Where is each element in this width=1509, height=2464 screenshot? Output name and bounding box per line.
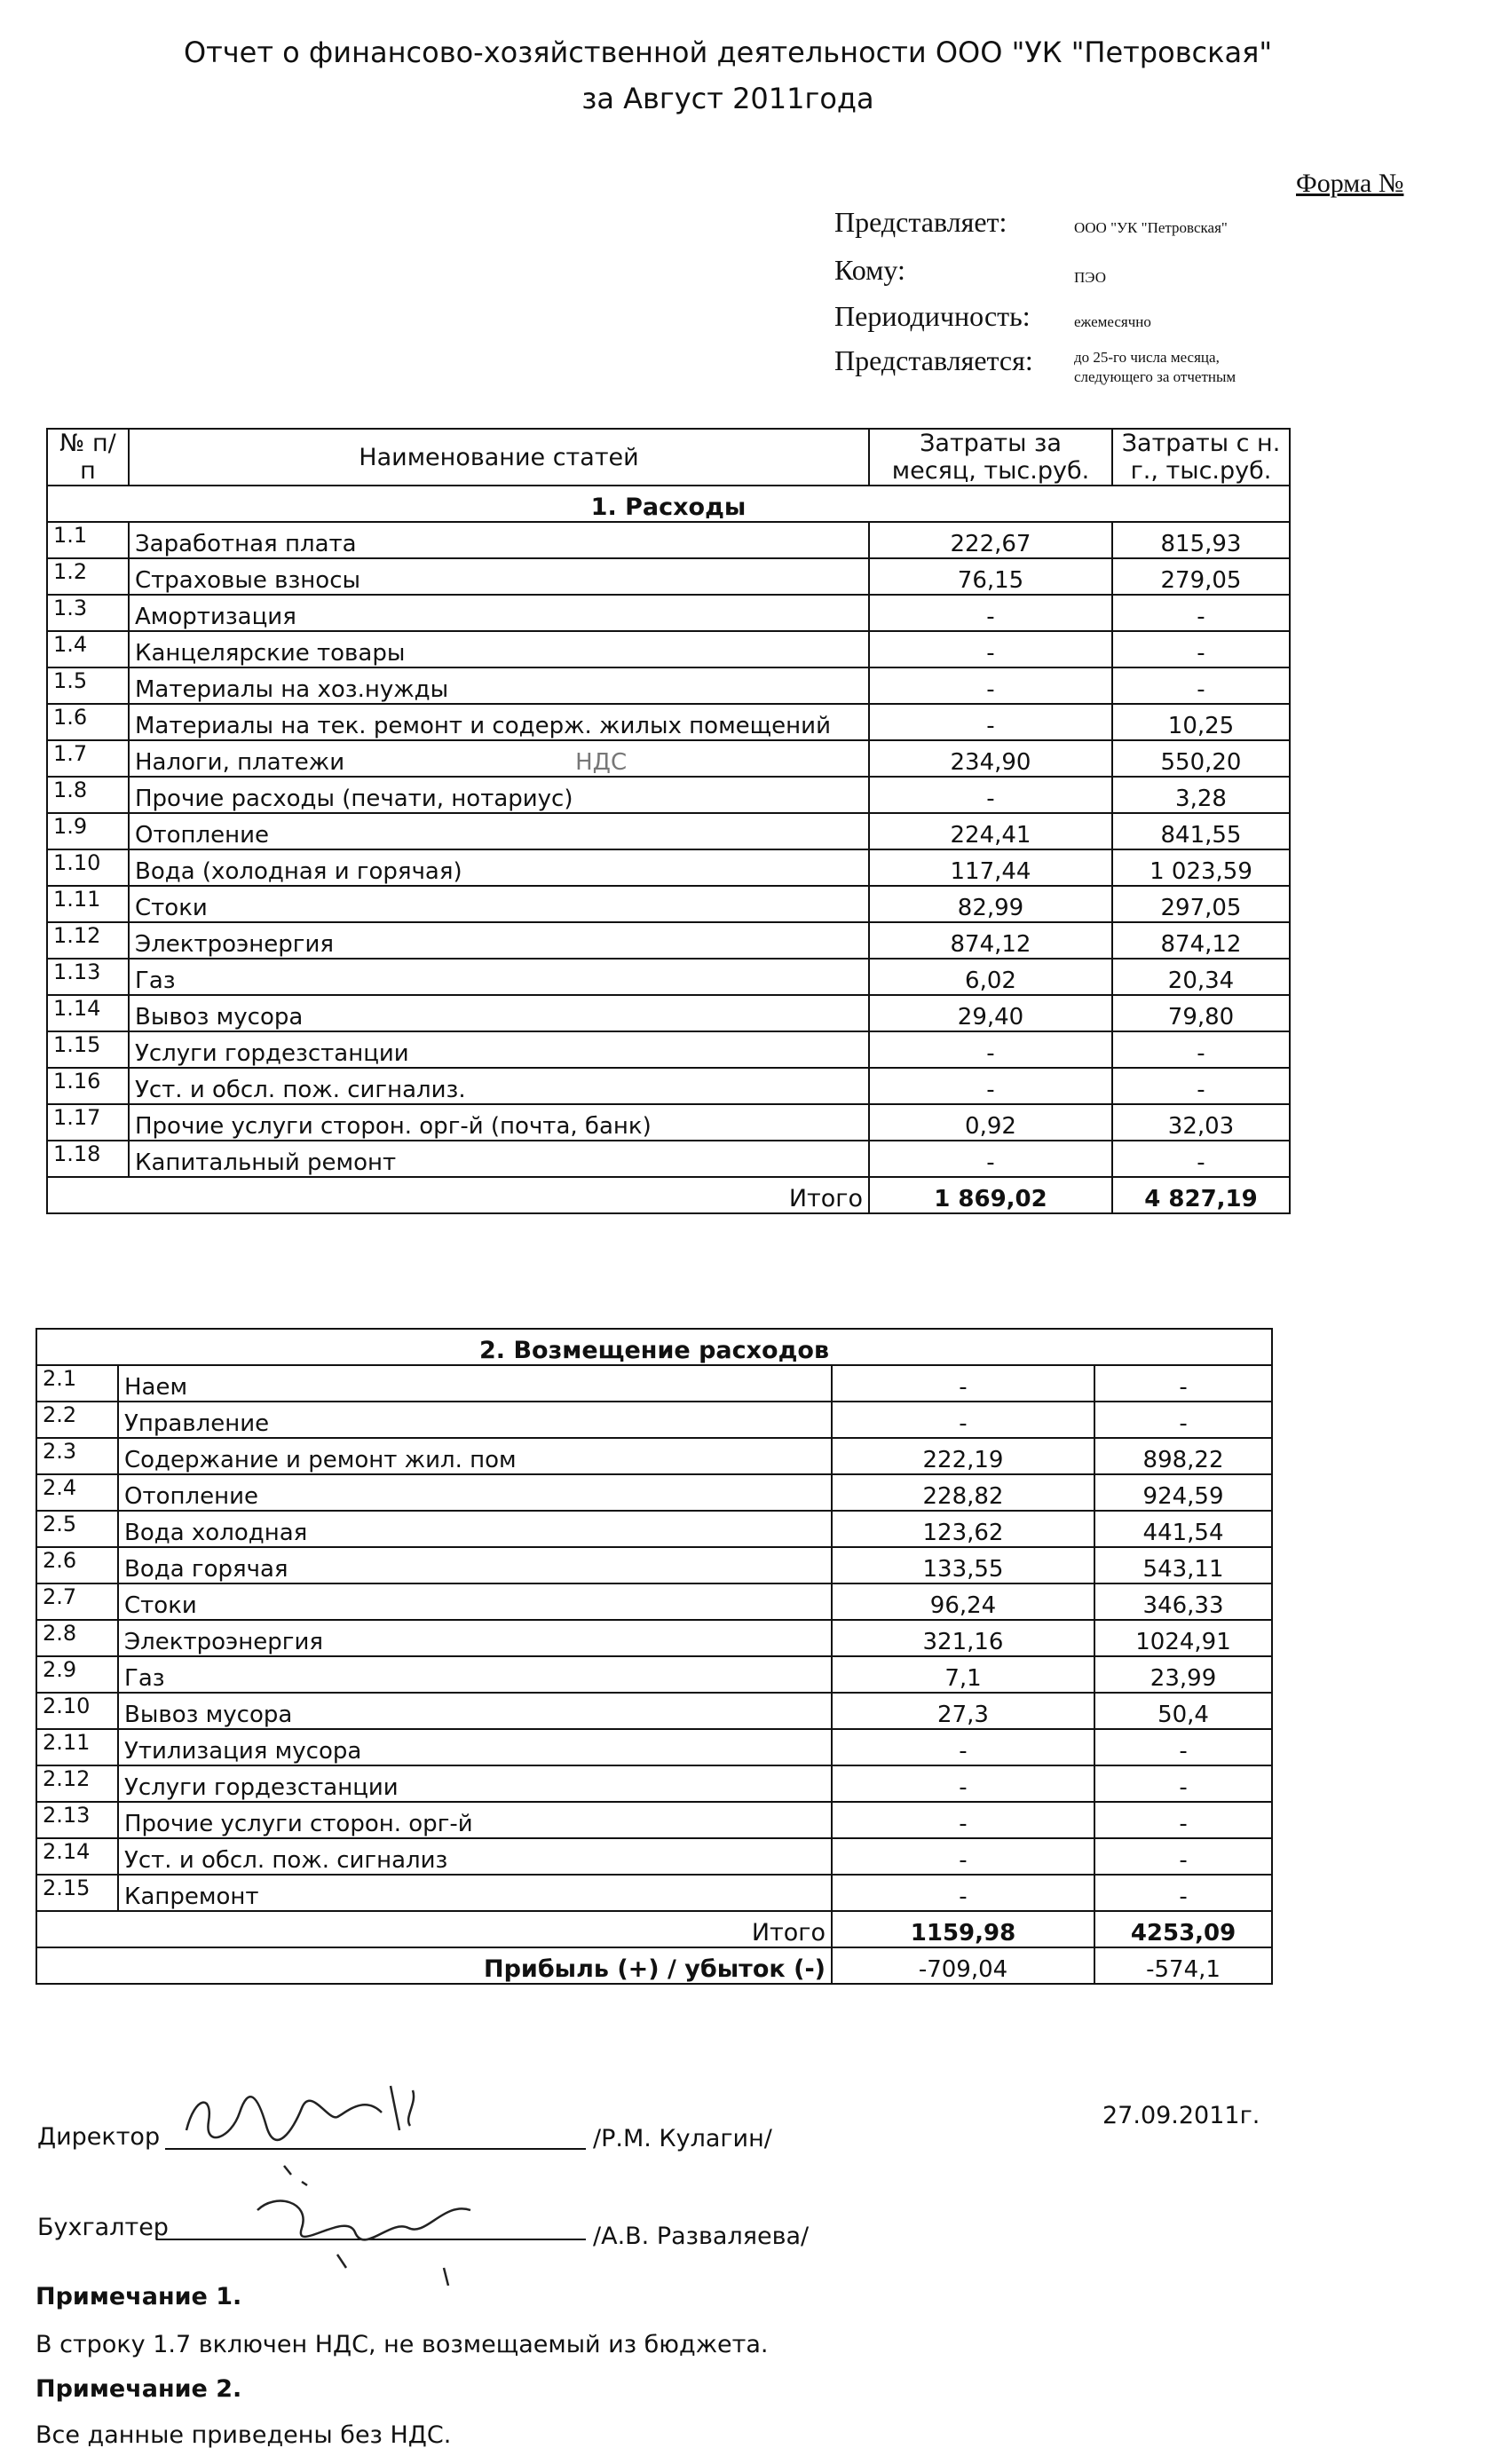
- table-row: [47, 740, 1290, 777]
- row-ytd-value: -: [1094, 1765, 1272, 1802]
- profit-label: Прибыль (+) / убыток (-): [36, 1947, 832, 1984]
- row-name: [129, 1031, 869, 1068]
- row-name-text: Канцелярские товары: [135, 640, 406, 667]
- row-ytd-value: 79,80: [1112, 995, 1290, 1031]
- total-ytd-value: 4253,09: [1094, 1911, 1272, 1947]
- meta-label-frequency: Периодичность:: [834, 300, 1031, 332]
- total-label: Итого: [36, 1911, 832, 1947]
- table-row: [47, 595, 1290, 631]
- section2-title-row: [36, 1329, 1272, 1365]
- table-row: [36, 1402, 1272, 1438]
- note2-text: Все данные приведены без НДС.: [36, 2421, 452, 2449]
- total-ytd-value: 4 827,19: [1112, 1177, 1290, 1213]
- row-name-text: Материалы на тек. ремонт и содерж. жилых помещений: [135, 713, 831, 739]
- table-row: [47, 631, 1290, 667]
- row-ytd-value: -: [1112, 595, 1290, 631]
- meta-value-recipient: ПЭО: [1074, 269, 1106, 286]
- row-number: 2.8: [36, 1620, 118, 1656]
- row-month-value: 76,15: [869, 558, 1112, 595]
- row-number: 2.5: [36, 1511, 118, 1547]
- row-number: 2.3: [36, 1438, 118, 1474]
- table-row: [47, 667, 1290, 704]
- row-number: 2.2: [36, 1402, 118, 1438]
- row-name-text: Управление: [124, 1410, 270, 1437]
- row-month-value: 234,90: [869, 740, 1112, 777]
- row-name-text: Вода горячая: [124, 1556, 288, 1583]
- table-row: [36, 1875, 1272, 1911]
- row-ytd-value: 815,93: [1112, 522, 1290, 558]
- row-month-value: -: [869, 667, 1112, 704]
- row-month-value: -: [869, 1141, 1112, 1177]
- row-number: 2.1: [36, 1365, 118, 1402]
- profit-ytd-value: -574,1: [1094, 1947, 1272, 1984]
- row-name: [129, 704, 869, 740]
- row-ytd-value: -: [1112, 1031, 1290, 1068]
- row-number: 2.15: [36, 1875, 118, 1911]
- row-name: [129, 849, 869, 886]
- row-name: [129, 1141, 869, 1177]
- row-number: 2.7: [36, 1583, 118, 1620]
- row-number: 1.18: [47, 1141, 129, 1177]
- table-row: [47, 1068, 1290, 1104]
- row-ytd-value: 543,11: [1094, 1547, 1272, 1583]
- total-month-value: 1159,98: [832, 1911, 1094, 1947]
- table-row: [47, 995, 1290, 1031]
- table-row: [36, 1511, 1272, 1547]
- report-title-line1: Отчет о финансово-хозяйственной деятельности ООО "УК "Петровская": [183, 36, 1273, 69]
- row-number: 1.16: [47, 1068, 129, 1104]
- meta-value-submitter: ООО "УК "Петровская": [1074, 219, 1228, 236]
- row-ytd-value: 279,05: [1112, 558, 1290, 595]
- row-name: [129, 1068, 869, 1104]
- row-month-value: 96,24: [832, 1583, 1094, 1620]
- row-month-value: -: [869, 595, 1112, 631]
- table-row: [47, 558, 1290, 595]
- table-row: [47, 1141, 1290, 1177]
- table-row: [47, 922, 1290, 959]
- table-row: [36, 1729, 1272, 1765]
- row-ytd-value: -: [1094, 1729, 1272, 1765]
- section2-title: 2. Возмещение расходов: [36, 1329, 1272, 1365]
- table-row: [47, 704, 1290, 740]
- row-month-value: 222,67: [869, 522, 1112, 558]
- row-name: [129, 886, 869, 922]
- header-ytd: Затраты с н. г., тыс.руб.: [1112, 429, 1290, 486]
- row-number: 1.14: [47, 995, 129, 1031]
- profit-month-value: -709,04: [832, 1947, 1094, 1984]
- table-row: [47, 1104, 1290, 1141]
- row-number: 1.5: [47, 667, 129, 704]
- row-month-value: -: [869, 704, 1112, 740]
- row-month-value: -: [832, 1765, 1094, 1802]
- row-ytd-value: -: [1112, 1141, 1290, 1177]
- row-name: [129, 558, 869, 595]
- row-name: [118, 1693, 832, 1729]
- row-number: 2.13: [36, 1802, 118, 1838]
- row-name: [129, 667, 869, 704]
- header-num: № п/п: [47, 429, 129, 486]
- row-ytd-value: 898,22: [1094, 1438, 1272, 1474]
- row-month-value: -: [869, 1068, 1112, 1104]
- meta-value-deadline: до 25-го числа месяца, следующего за отчетным: [1074, 349, 1236, 385]
- row-name-text: Заработная плата: [135, 531, 357, 557]
- row-number: 2.10: [36, 1693, 118, 1729]
- expenses-table: [46, 428, 1291, 1214]
- row-name-text: Прочие услуги сторон. орг-й: [124, 1811, 473, 1837]
- table-row: [47, 1031, 1290, 1068]
- row-name: [118, 1365, 832, 1402]
- row-name-text: Прочие расходы (печати, нотариус): [135, 786, 573, 812]
- row-name: [118, 1765, 832, 1802]
- table-row: [36, 1474, 1272, 1511]
- row-name-text: Вода холодная: [124, 1520, 308, 1546]
- row-name-text: Электроэнергия: [135, 931, 334, 958]
- row-name-text: Капремонт: [124, 1884, 259, 1910]
- row-month-value: 133,55: [832, 1547, 1094, 1583]
- row-number: 1.6: [47, 704, 129, 740]
- row-name: [118, 1656, 832, 1693]
- row-number: 1.13: [47, 959, 129, 995]
- accountant-label: Бухгалтер: [37, 2214, 169, 2241]
- table-row: [36, 1583, 1272, 1620]
- total-label: Итого: [47, 1177, 869, 1213]
- row-name-text: Налоги, платежи: [135, 749, 345, 776]
- row-name: [129, 1104, 869, 1141]
- row-name-text: Прочие услуги сторон. орг-й (почта, банк): [135, 1113, 652, 1140]
- row-ytd-value: 441,54: [1094, 1511, 1272, 1547]
- row-name: [118, 1438, 832, 1474]
- row-name-text: Услуги гордезстанции: [135, 1040, 409, 1067]
- row-number: 2.12: [36, 1765, 118, 1802]
- table-row: [36, 1438, 1272, 1474]
- reimbursement-table: [36, 1328, 1273, 1985]
- row-month-value: 0,92: [869, 1104, 1112, 1141]
- row-month-value: -: [832, 1875, 1094, 1911]
- section1-title: 1. Расходы: [47, 486, 1290, 522]
- row-month-value: -: [869, 631, 1112, 667]
- row-number: 1.1: [47, 522, 129, 558]
- row-name: [129, 777, 869, 813]
- row-ytd-value: 550,20: [1112, 740, 1290, 777]
- form-number-label: Форма №: [1296, 169, 1404, 198]
- table-row: [47, 777, 1290, 813]
- row-name: [129, 595, 869, 631]
- row-number: 1.7: [47, 740, 129, 777]
- row-name-text: Содержание и ремонт жил. пом: [124, 1447, 517, 1473]
- table-row: [36, 1693, 1272, 1729]
- row-name-text: Уст. и обсл. пож. сигнализ.: [135, 1077, 466, 1103]
- row-name: [129, 631, 869, 667]
- table-row: [36, 1656, 1272, 1693]
- meta-label-deadline: Представляется:: [834, 344, 1033, 376]
- table-row: [36, 1620, 1272, 1656]
- row-ytd-value: 874,12: [1112, 922, 1290, 959]
- table-row: [47, 813, 1290, 849]
- row-ytd-value: -: [1094, 1365, 1272, 1402]
- row-name: [129, 922, 869, 959]
- row-ytd-value: -: [1094, 1802, 1272, 1838]
- row-number: 1.3: [47, 595, 129, 631]
- table-row: [47, 959, 1290, 995]
- row-ytd-value: -: [1094, 1402, 1272, 1438]
- profit-row: [36, 1947, 1272, 1984]
- table-row: [36, 1838, 1272, 1875]
- section1-title-row: [47, 486, 1290, 522]
- row-month-value: 228,82: [832, 1474, 1094, 1511]
- row-name-text: Материалы на хоз.нужды: [135, 676, 449, 703]
- row-name: [118, 1511, 832, 1547]
- row-month-value: 222,19: [832, 1438, 1094, 1474]
- row-ytd-value: 1024,91: [1094, 1620, 1272, 1656]
- row-ytd-value: 23,99: [1094, 1656, 1272, 1693]
- row-ytd-value: 32,03: [1112, 1104, 1290, 1141]
- row-number: 2.4: [36, 1474, 118, 1511]
- row-ytd-value: 297,05: [1112, 886, 1290, 922]
- row-month-value: 82,99: [869, 886, 1112, 922]
- row-name: [129, 740, 869, 777]
- row-name: [118, 1583, 832, 1620]
- director-label: Директор: [37, 2123, 161, 2151]
- row-name-text: Услуги гордезстанции: [124, 1774, 399, 1801]
- row-note: НДС: [575, 749, 628, 776]
- row-month-value: 27,3: [832, 1693, 1094, 1729]
- row-number: 2.11: [36, 1729, 118, 1765]
- row-month-value: 321,16: [832, 1620, 1094, 1656]
- row-ytd-value: -: [1112, 631, 1290, 667]
- row-name-text: Стоки: [124, 1592, 197, 1619]
- row-name-text: Электроэнергия: [124, 1629, 323, 1655]
- row-ytd-value: 20,34: [1112, 959, 1290, 995]
- row-ytd-value: -: [1112, 667, 1290, 704]
- row-name: [129, 522, 869, 558]
- row-name: [129, 959, 869, 995]
- total-row: [36, 1911, 1272, 1947]
- row-ytd-value: 841,55: [1112, 813, 1290, 849]
- row-number: 1.15: [47, 1031, 129, 1068]
- row-number: 1.8: [47, 777, 129, 813]
- row-name-text: Отопление: [135, 822, 270, 849]
- row-number: 1.2: [47, 558, 129, 595]
- row-name: [118, 1729, 832, 1765]
- header-name: Наименование статей: [129, 429, 869, 486]
- table-row: [47, 522, 1290, 558]
- table-row: [36, 1765, 1272, 1802]
- row-number: 1.10: [47, 849, 129, 886]
- row-number: 1.11: [47, 886, 129, 922]
- accountant-name: /А.В. Разваляева/: [593, 2223, 810, 2250]
- row-month-value: -: [832, 1802, 1094, 1838]
- row-name: [118, 1620, 832, 1656]
- row-number: 1.4: [47, 631, 129, 667]
- report-date: 27.09.2011г.: [1102, 2102, 1260, 2129]
- row-number: 2.6: [36, 1547, 118, 1583]
- row-ytd-value: 50,4: [1094, 1693, 1272, 1729]
- row-name-text: Уст. и обсл. пож. сигнализ: [124, 1847, 448, 1874]
- row-ytd-value: 924,59: [1094, 1474, 1272, 1511]
- row-name: [118, 1802, 832, 1838]
- row-month-value: -: [869, 1031, 1112, 1068]
- row-ytd-value: -: [1094, 1838, 1272, 1875]
- row-name-text: Стоки: [135, 895, 208, 921]
- row-name: [118, 1875, 832, 1911]
- row-month-value: 29,40: [869, 995, 1112, 1031]
- row-month-value: 117,44: [869, 849, 1112, 886]
- row-month-value: 224,41: [869, 813, 1112, 849]
- row-name-text: Вывоз мусора: [135, 1004, 304, 1031]
- row-month-value: 6,02: [869, 959, 1112, 995]
- row-month-value: 123,62: [832, 1511, 1094, 1547]
- row-name: [129, 813, 869, 849]
- table-row: [36, 1802, 1272, 1838]
- row-number: 1.9: [47, 813, 129, 849]
- row-number: 1.17: [47, 1104, 129, 1141]
- handwritten-signatures-image: [178, 2077, 621, 2290]
- report-title-line2: за Август 2011года: [581, 82, 874, 115]
- row-month-value: -: [832, 1402, 1094, 1438]
- row-name-text: Вода (холодная и горячая): [135, 858, 462, 885]
- row-ytd-value: 346,33: [1094, 1583, 1272, 1620]
- row-ytd-value: 3,28: [1112, 777, 1290, 813]
- meta-label-recipient: Кому:: [834, 254, 905, 286]
- table-row: [36, 1365, 1272, 1402]
- total-row: [47, 1177, 1290, 1213]
- director-name: /Р.М. Кулагин/: [593, 2125, 772, 2152]
- row-name-text: Страховые взносы: [135, 567, 361, 594]
- row-number: 1.12: [47, 922, 129, 959]
- meta-value-frequency: ежемесячно: [1074, 313, 1151, 330]
- meta-label-submitter: Представляет:: [834, 206, 1007, 238]
- row-month-value: 874,12: [869, 922, 1112, 959]
- row-name: [118, 1402, 832, 1438]
- row-name: [118, 1547, 832, 1583]
- row-ytd-value: -: [1112, 1068, 1290, 1104]
- row-month-value: -: [832, 1365, 1094, 1402]
- row-month-value: -: [832, 1729, 1094, 1765]
- row-month-value: 7,1: [832, 1656, 1094, 1693]
- table-row: [36, 1547, 1272, 1583]
- row-ytd-value: 1 023,59: [1112, 849, 1290, 886]
- row-name-text: Газ: [135, 967, 176, 994]
- note1-text: В строку 1.7 включен НДС, не возмещаемый из бюджета.: [36, 2331, 769, 2358]
- row-name-text: Отопление: [124, 1483, 259, 1510]
- total-month-value: 1 869,02: [869, 1177, 1112, 1213]
- row-name-text: Газ: [124, 1665, 165, 1692]
- row-number: 2.14: [36, 1838, 118, 1875]
- row-name: [118, 1474, 832, 1511]
- row-name-text: Утилизация мусора: [124, 1738, 362, 1765]
- row-name: [129, 995, 869, 1031]
- row-number: 2.9: [36, 1656, 118, 1693]
- row-ytd-value: -: [1094, 1875, 1272, 1911]
- table-row: [47, 886, 1290, 922]
- note2-title: Примечание 2.: [36, 2375, 242, 2403]
- row-name-text: Капитальный ремонт: [135, 1149, 397, 1176]
- table-row: [47, 849, 1290, 886]
- row-month-value: -: [869, 777, 1112, 813]
- row-name-text: Амортизация: [135, 604, 296, 630]
- header-month: Затраты за месяц, тыс.руб.: [869, 429, 1112, 486]
- row-name-text: Вывоз мусора: [124, 1702, 293, 1728]
- row-name-text: Наем: [124, 1374, 188, 1401]
- row-name: [118, 1838, 832, 1875]
- table-header-row: [47, 429, 1290, 486]
- row-ytd-value: 10,25: [1112, 704, 1290, 740]
- row-month-value: -: [832, 1838, 1094, 1875]
- note1-title: Примечание 1.: [36, 2283, 242, 2310]
